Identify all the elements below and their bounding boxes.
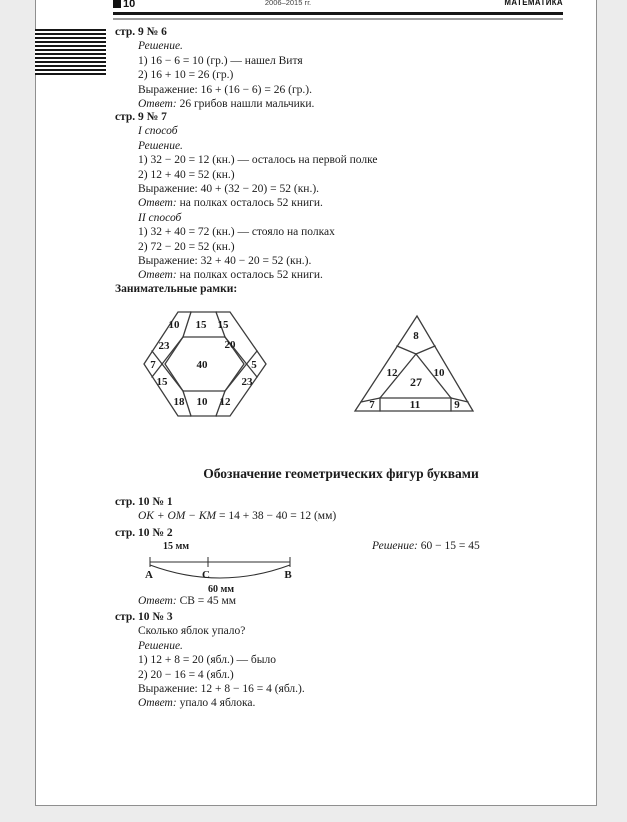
segment-ac-length: 15 мм	[162, 541, 190, 552]
edition-years: 2006–2015 гг.	[264, 0, 312, 7]
section-label: стр. 10 № 1	[115, 496, 173, 508]
solution-line: OK + OM − KM = 14 + 38 − 40 = 12 (мм)	[138, 510, 337, 523]
solution-line: Ответ: 26 грибов нашли мальчики.	[138, 98, 315, 111]
solution-line: Решение.	[138, 139, 183, 152]
section-p9-n6	[115, 25, 314, 111]
answer-line	[138, 594, 236, 608]
solution-line: 2) 20 − 16 = 4 (ябл.)	[138, 668, 234, 681]
solution-line: Ответ: упало 4 яблока.	[138, 697, 256, 710]
solution-prefix: Решение:	[372, 540, 418, 552]
hexagon-frame-figure	[143, 311, 267, 417]
solution-line: Решение.	[138, 639, 183, 652]
header-rule-thick	[113, 12, 563, 15]
page-number	[113, 0, 135, 11]
margin-stripes-decoration	[35, 29, 106, 75]
solution-line: 2) 12 + 40 = 52 (кн.)	[138, 168, 235, 181]
solution-line: 1) 32 − 20 = 12 (кн.) — осталось на первой полке	[138, 154, 378, 167]
hex-cell-value: 15	[217, 319, 229, 331]
segment-figure	[136, 537, 311, 597]
hex-cell-value: 23	[158, 340, 170, 352]
section-p9-n7	[115, 110, 378, 283]
hex-cell-value: 18	[173, 396, 185, 408]
section-label: стр. 10 № 2	[115, 527, 173, 539]
header-rule-thin	[113, 18, 563, 20]
triangle-cell-value: 7	[369, 399, 375, 411]
square-icon	[113, 0, 121, 8]
hex-cell-value: 5	[251, 359, 257, 371]
section-label: стр. 9 № 6	[115, 26, 167, 38]
solution-line: 1) 12 + 8 = 20 (ябл.) — было	[138, 654, 276, 667]
triangle-cell-value: 10	[433, 367, 445, 379]
chapter-heading: Обозначение геометрических фигур буквами	[203, 466, 479, 481]
hex-cell-value: 10	[196, 396, 208, 408]
hex-cell-value: 15	[195, 319, 207, 331]
solution-line: Выражение: 40 + (32 − 20) = 52 (кн.).	[138, 183, 320, 196]
triangle-cell-value: 12	[386, 367, 398, 379]
triangle-center-value: 27	[410, 375, 422, 389]
brand-logo: МАТЕМАТИКА	[504, 0, 563, 7]
section-label: стр. 10 № 3	[115, 611, 173, 623]
solution-line: Ответ: на полках осталось 52 книги.	[138, 197, 323, 210]
point-b-label: B	[284, 569, 292, 581]
frames-heading: Занимательные рамки:	[115, 283, 238, 295]
hex-center-value: 40	[196, 359, 208, 371]
section-label: стр. 9 № 7	[115, 111, 167, 123]
hex-cell-value: 23	[241, 376, 253, 388]
solution-line: Решение.	[138, 40, 183, 53]
triangle-cell-value: 9	[454, 399, 460, 411]
solution-line: 2) 72 − 20 = 52 (кн.)	[138, 240, 235, 253]
solution-line	[372, 539, 480, 553]
answer-prefix: Ответ:	[138, 595, 177, 607]
hex-cell-value: 12	[219, 396, 231, 408]
solution-line: Сколько яблок упало?	[138, 625, 246, 638]
book-page	[35, 0, 597, 806]
hex-cell-value: 15	[156, 376, 168, 388]
solution-line: 2) 16 + 10 = 26 (гр.)	[138, 69, 234, 82]
solution-line: Выражение: 16 + (16 − 6) = 26 (гр.).	[138, 83, 312, 96]
triangle-cell-value: 11	[409, 399, 421, 411]
point-a-label: A	[145, 569, 153, 581]
solution-line: 1) 16 − 6 = 10 (гр.) — нашел Витя	[138, 54, 303, 67]
section-p10-n1	[115, 495, 336, 524]
point-c-label: C	[202, 569, 210, 581]
hex-cell-value: 7	[150, 359, 156, 371]
solution-text: 60 − 15 = 45	[420, 540, 480, 552]
hex-cell-value: 10	[168, 319, 180, 331]
solution-line: Выражение: 32 + 40 − 20 = 52 (кн.).	[138, 255, 312, 268]
triangle-cell-value: 8	[413, 330, 419, 342]
solution-line: I способ	[138, 125, 178, 138]
page-number-text: 10	[123, 0, 136, 10]
solution-line: 1) 32 + 40 = 72 (кн.) — стояло на полках	[138, 226, 335, 239]
hex-cell-value: 20	[224, 339, 236, 351]
segment-ab-length: 60 мм	[207, 584, 235, 595]
triangle-frame-figure	[352, 314, 478, 414]
solution-line: Ответ: на полках осталось 52 книги.	[138, 269, 323, 282]
section-p10-n3	[115, 610, 305, 711]
answer-text: CB = 45 мм	[179, 595, 237, 607]
solution-line: Выражение: 12 + 8 − 16 = 4 (ябл.).	[138, 683, 305, 696]
solution-line: II способ	[138, 211, 182, 224]
